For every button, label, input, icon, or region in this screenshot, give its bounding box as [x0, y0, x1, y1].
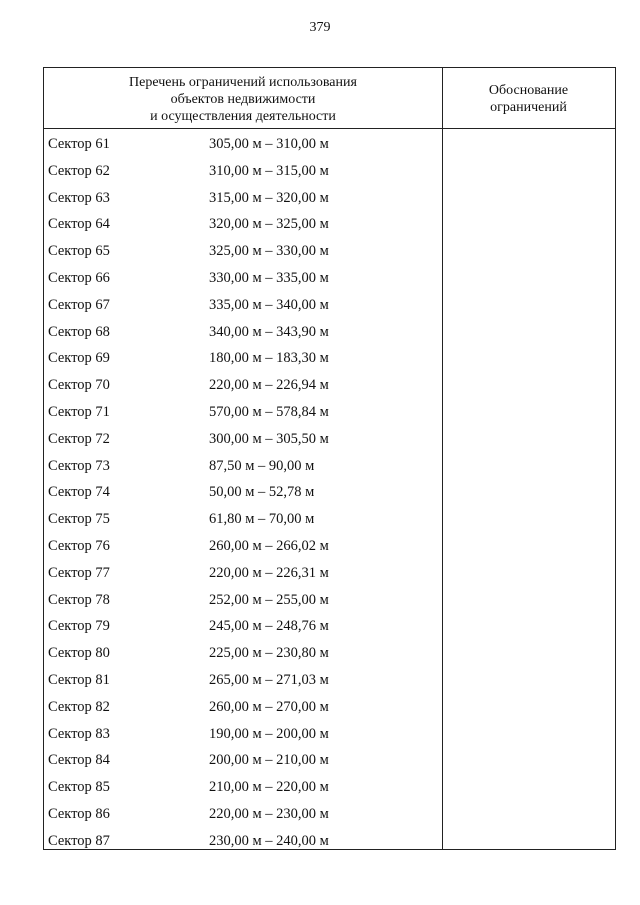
height-range: 220,00 м – 226,94 м	[209, 377, 329, 394]
height-range: 265,00 м – 271,03 м	[209, 671, 329, 688]
height-range: 50,00 м – 52,78 м	[209, 484, 315, 501]
sector-label: Сектор 69	[48, 350, 110, 367]
header-restrictions	[44, 74, 442, 125]
height-range: 180,00 м – 183,30 м	[209, 350, 329, 367]
height-range: 61,80 м – 70,00 м	[209, 511, 315, 528]
sector-label: Сектор 84	[48, 752, 110, 769]
sector-label: Сектор 61	[48, 136, 110, 152]
sector-label: Сектор 64	[48, 216, 110, 233]
height-range: 252,00 м – 255,00 м	[209, 591, 329, 608]
sector-label: Сектор 67	[48, 296, 110, 313]
table-row	[44, 559, 442, 586]
height-range: 570,00 м – 578,84 м	[209, 403, 329, 420]
height-range: 220,00 м – 230,00 м	[209, 805, 329, 822]
table-row	[44, 344, 442, 371]
sector-label: Сектор 82	[48, 698, 110, 715]
table-row	[44, 371, 442, 398]
sector-label: Сектор 75	[48, 511, 110, 528]
height-range: 260,00 м – 266,02 м	[209, 537, 329, 554]
table-row	[44, 452, 442, 479]
header-divider	[44, 128, 615, 129]
height-range: 335,00 м – 340,00 м	[209, 296, 329, 313]
sector-label: Сектор 74	[48, 484, 110, 501]
table-row	[44, 291, 442, 318]
sector-label: Сектор 79	[48, 618, 110, 635]
sector-label: Сектор 73	[48, 457, 110, 474]
header-justification-line: Обоснование	[488, 83, 569, 98]
table-row	[44, 157, 442, 184]
table-row	[44, 130, 442, 157]
height-range: 325,00 м – 330,00 м	[209, 243, 329, 260]
table-row	[44, 210, 442, 237]
sector-label: Сектор 71	[48, 403, 110, 420]
sector-label: Сектор 77	[48, 564, 110, 581]
table-row	[44, 184, 442, 211]
header-restrictions-line: и осуществления деятельности	[150, 109, 336, 124]
header-justification	[442, 82, 615, 116]
header-restrictions-line: Перечень ограничений использования	[129, 75, 357, 90]
table-row	[44, 639, 442, 666]
height-range: 87,50 м – 90,00 м	[209, 457, 315, 474]
height-range: 225,00 м – 230,80 м	[209, 645, 329, 662]
table-row	[44, 237, 442, 264]
table-body	[44, 130, 442, 854]
sector-label: Сектор 83	[48, 725, 110, 742]
table-row	[44, 827, 442, 854]
sector-label: Сектор 72	[48, 430, 110, 447]
height-range: 315,00 м – 320,00 м	[209, 189, 329, 206]
column-divider	[442, 68, 443, 849]
height-range: 340,00 м – 343,90 м	[209, 323, 329, 340]
table-row	[44, 532, 442, 559]
header-restrictions-line: объектов недвижимости	[170, 92, 316, 107]
table-row	[44, 720, 442, 747]
height-range: 210,00 м – 220,00 м	[209, 779, 329, 796]
sector-label: Сектор 63	[48, 189, 110, 206]
height-range: 190,00 м – 200,00 м	[209, 725, 329, 742]
sector-label: Сектор 68	[48, 323, 110, 340]
sector-label: Сектор 87	[48, 832, 110, 849]
table-row	[44, 693, 442, 720]
header-justification-line: ограничений	[490, 100, 567, 115]
sector-label: Сектор 66	[48, 269, 110, 286]
height-range: 330,00 м – 335,00 м	[209, 269, 329, 286]
sector-label: Сектор 80	[48, 645, 110, 662]
height-range: 230,00 м – 240,00 м	[209, 832, 329, 849]
table-row	[44, 478, 442, 505]
table-row	[44, 800, 442, 827]
table-row	[44, 318, 442, 345]
page-number: 379	[309, 20, 331, 35]
restrictions-table	[43, 67, 616, 850]
table-row	[44, 586, 442, 613]
height-range: 320,00 м – 325,00 м	[209, 216, 329, 233]
sector-label: Сектор 81	[48, 671, 110, 688]
sector-label: Сектор 86	[48, 805, 110, 822]
table-row	[44, 505, 442, 532]
table-row	[44, 773, 442, 800]
height-range: 300,00 м – 305,50 м	[209, 430, 329, 447]
sector-label: Сектор 70	[48, 377, 110, 394]
height-range: 310,00 м – 315,00 м	[209, 162, 329, 179]
sector-label: Сектор 65	[48, 243, 110, 260]
height-range: 260,00 м – 270,00 м	[209, 698, 329, 715]
table-row	[44, 612, 442, 639]
table-row	[44, 264, 442, 291]
sector-label: Сектор 76	[48, 537, 110, 554]
sector-label: Сектор 85	[48, 779, 110, 796]
height-range: 220,00 м – 226,31 м	[209, 564, 329, 581]
table-row	[44, 425, 442, 452]
table-row	[44, 666, 442, 693]
table-row	[44, 398, 442, 425]
table-row	[44, 746, 442, 773]
sector-label: Сектор 78	[48, 591, 110, 608]
height-range: 200,00 м – 210,00 м	[209, 752, 329, 769]
height-range: 305,00 м – 310,00 м	[209, 136, 329, 152]
height-range: 245,00 м – 248,76 м	[209, 618, 329, 635]
sector-label: Сектор 62	[48, 162, 110, 179]
